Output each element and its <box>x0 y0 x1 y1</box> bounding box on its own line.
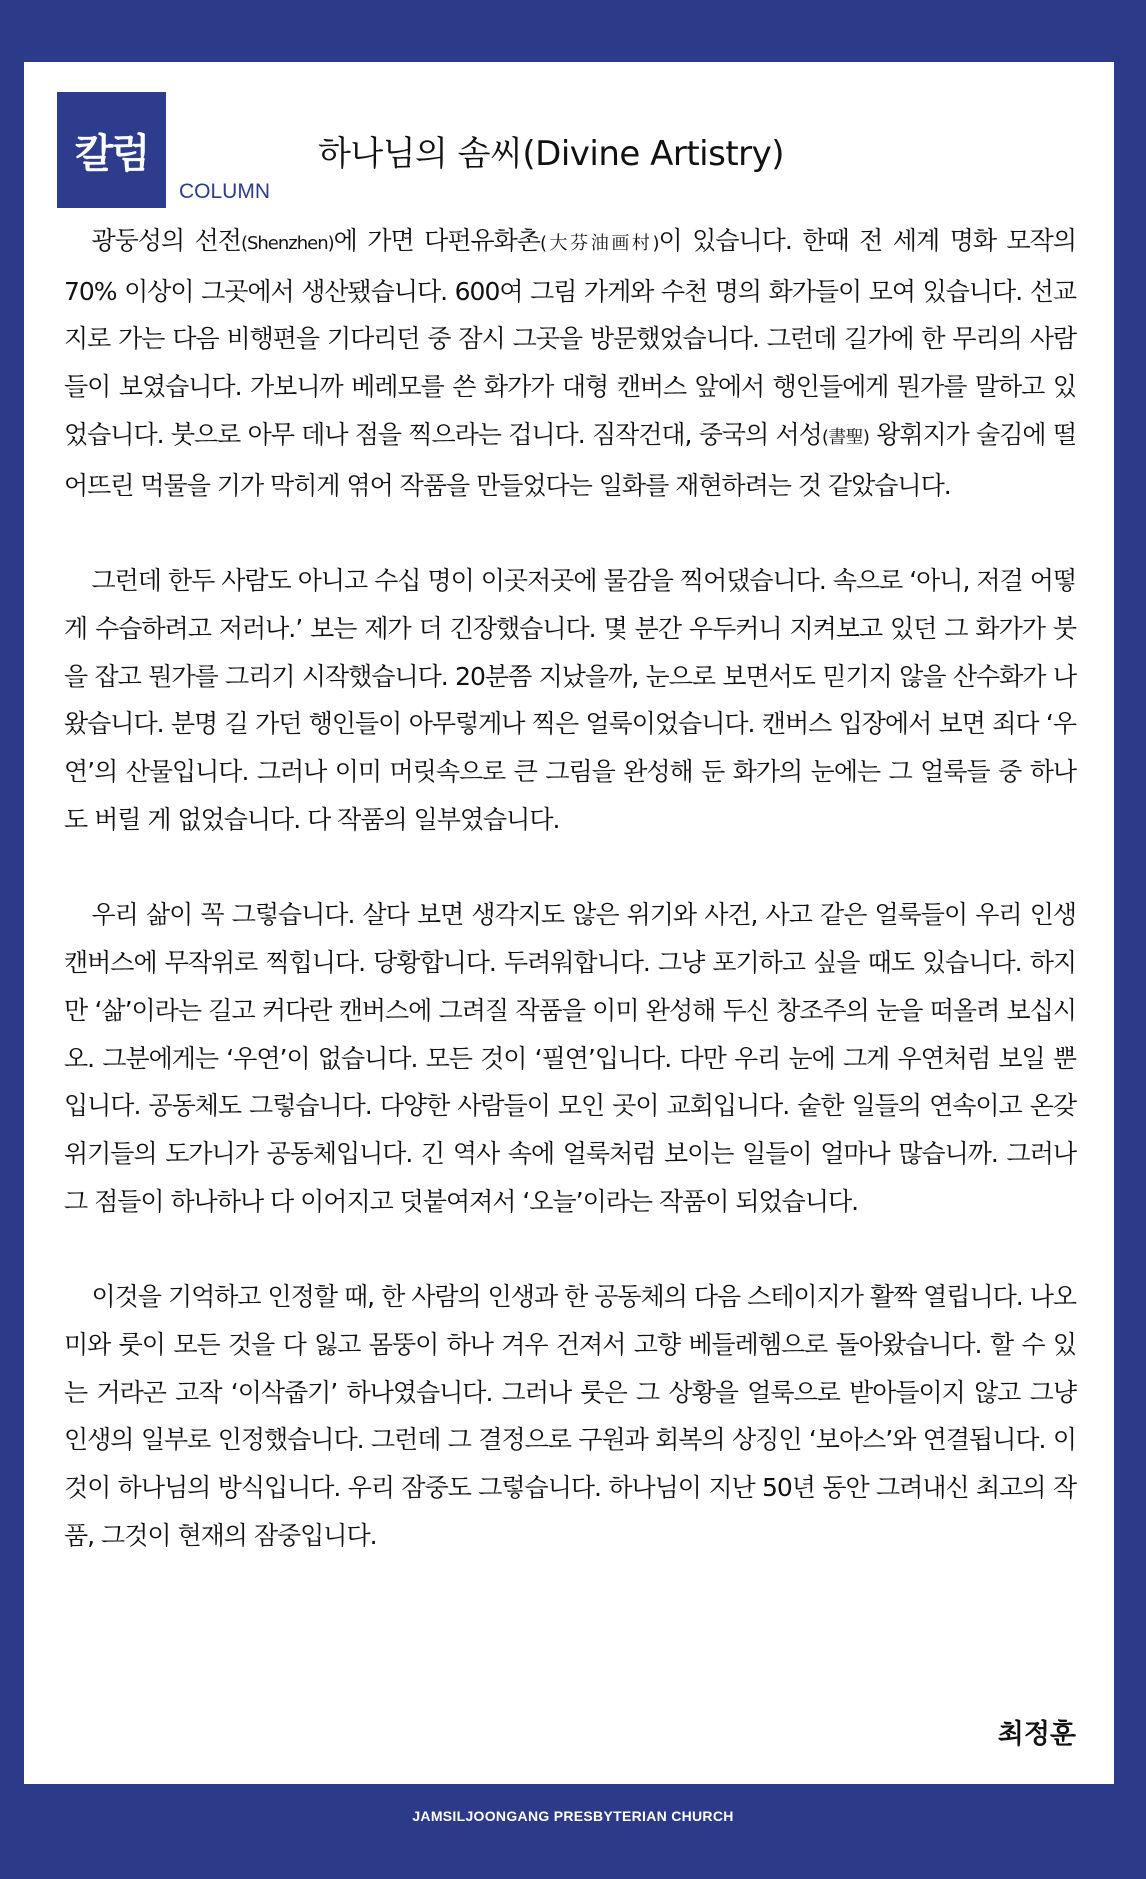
paragraph-4: 이것을 기억하고 인정할 때, 한 사람의 인생과 한 공동체의 다음 스테이지가 활짝 열립니다. 나오미와 룻이 모든 것을 다 잃고 몸뚱이 하나 겨우 건져서 고향 베들레헴으로 돌아왔습니다. 할 수 있는 거라곤 고작 ‘이삭줍기’ 하나였습니다. 그러나 룻은 그 상황을 얼룩으로 받아들이지 않고 그냥 인생의 일부로 인정했습니다. 그런데 그 결정으로 구원과 회복의 상징인 ‘보아스’와 연결됩니다. 이것이 하나님의 방식입니다. 우리 잠중도 그렇습니다. 하나님이 지난 50년 동안 그려내신 최고의 작품, 그것이 현재의 잠중입니다. <box>64 1282 1076 1550</box>
paragraph-3: 우리 삶이 꼭 그렇습니다. 살다 보면 생각지도 않은 위기와 사건, 사고 같은 얼룩들이 우리 인생 캔버스에 무작위로 찍힙니다. 당황합니다. 두려워합니다. 그냥 포기하고 싶을 때도 있습니다. 하지만 ‘삶’이라는 길고 커다란 캔버스에 그려질 작품을 이미 완성해 두신 창조주의 눈을 떠올려 보십시오. 그분에게는 ‘우연’이 없습니다. 모든 것이 ‘필연’입니다. 다만 우리 눈에 그게 우연처럼 보일 뿐입니다. 공동체도 그렇습니다. 다양한 사람들이 모인 곳이 교회입니다. 숱한 일들의 연속이고 온갖 위기들의 도가니가 공동체입니다. 긴 역사 속에 얼룩처럼 보이는 일들이 얼마나 많습니까. 그러나 그 점들이 하나하나 다 이어지고 덧붙여져서 ‘오늘’이라는 작품이 되었습니다. <box>64 900 1076 1216</box>
paragraph-2: 그런데 한두 사람도 아니고 수십 명이 이곳저곳에 물감을 찍어댔습니다. 속으로 ‘아니, 저걸 어떻게 수습하려고 저러나.’ 보는 제가 더 긴장했습니다. 몇 분간 우두커니 지켜보고 있던 그 화가가 붓을 잡고 뭔가를 그리기 시작했습니다. 20분쯤 지났을까, 눈으로 보면서도 믿기지 않을 산수화가 나왔습니다. 분명 길 가던 행인들이 아무렇게나 찍은 얼룩이었습니다. 캔버스 입장에서 보면 죄다 ‘우연’의 산물입니다. 그러나 이미 머릿속으로 큰 그림을 완성해 둔 화가의 눈에는 그 얼룩들 중 하나도 버릴 게 없었습니다. 다 작품의 일부였습니다. <box>64 566 1076 834</box>
column-badge-subtitle: COLUMN <box>179 180 271 203</box>
church-footer: JAMSILJOONGANG PRESBYTERIAN CHURCH <box>412 1808 734 1824</box>
article-body <box>64 217 1076 1608</box>
column-page <box>24 62 1114 1784</box>
author-signature: 최정훈 <box>997 1719 1076 1750</box>
page-title: 하나님의 솜씨(Divine Artistry) <box>318 134 785 174</box>
paragraph-1: 광둥성의 선전(Shenzhen)에 가면 다펀유화촌(大芬油画村)이 있습니다. 한때 전 세계 명화 모작의 70% 이상이 그곳에서 생산됐습니다. 600여 그림 가게와 수천 명의 화가들이 모여 있습니다. 선교지로 가는 다음 비행편을 기다리던 중 잠시 그곳을 방문했었습니다. 그런데 길가에 한 무리의 사람들이 보였습니다. 가보니까 베레모를 쓴 화가가 대형 캔버스 앞에서 행인들에게 뭔가를 말하고 있었습니다. 붓으로 아무 데나 점을 찍으라는 겁니다. 짐작건대, 중국의 서성(書聖) 왕휘지가 술김에 떨어뜨린 먹물을 기가 막히게 엮어 작품을 만들었다는 일화를 재현하려는 것 같았습니다. <box>64 226 1077 500</box>
column-badge <box>57 92 166 208</box>
column-badge-label: 칼럼 <box>74 130 149 177</box>
